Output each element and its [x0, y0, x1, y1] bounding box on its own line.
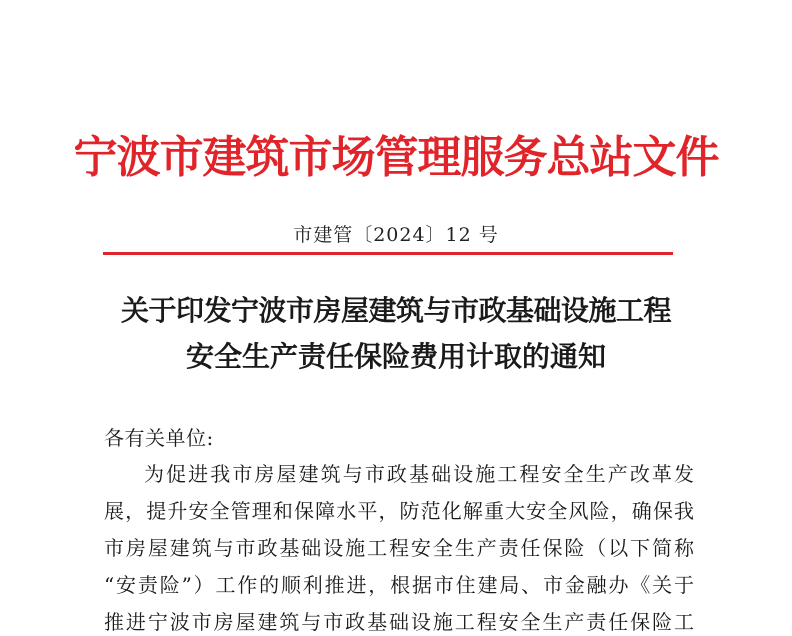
body-paragraph-line: 推进宁波市房屋建筑与市政基础设施工程安全生产责任保险工: [104, 610, 694, 634]
document-title-line-2: 安全生产责任保险费用计取的通知: [185, 340, 606, 373]
body-paragraph-line: “安责险”）工作的顺利推进，根据市住建局、市金融办《关于: [104, 573, 694, 597]
body-paragraph-line: 市房屋建筑与市政基础设施工程安全生产责任保险（以下简称: [104, 536, 694, 560]
document-number: 市建管〔2024〕12 号: [293, 224, 499, 246]
salutation: 各有关单位:: [104, 426, 214, 450]
document-title-line-1: 关于印发宁波市房屋建筑与市政基础设施工程: [120, 294, 671, 327]
issuer-heading: 宁波市建筑市场管理服务总站文件: [73, 132, 719, 183]
red-separator-line: [103, 252, 673, 255]
body-paragraph-line: 展，提升安全管理和保障水平，防范化解重大安全风险，确保我: [104, 499, 694, 523]
body-paragraph-line: 为促进我市房屋建筑与市政基础设施工程安全生产改革发: [144, 462, 694, 486]
